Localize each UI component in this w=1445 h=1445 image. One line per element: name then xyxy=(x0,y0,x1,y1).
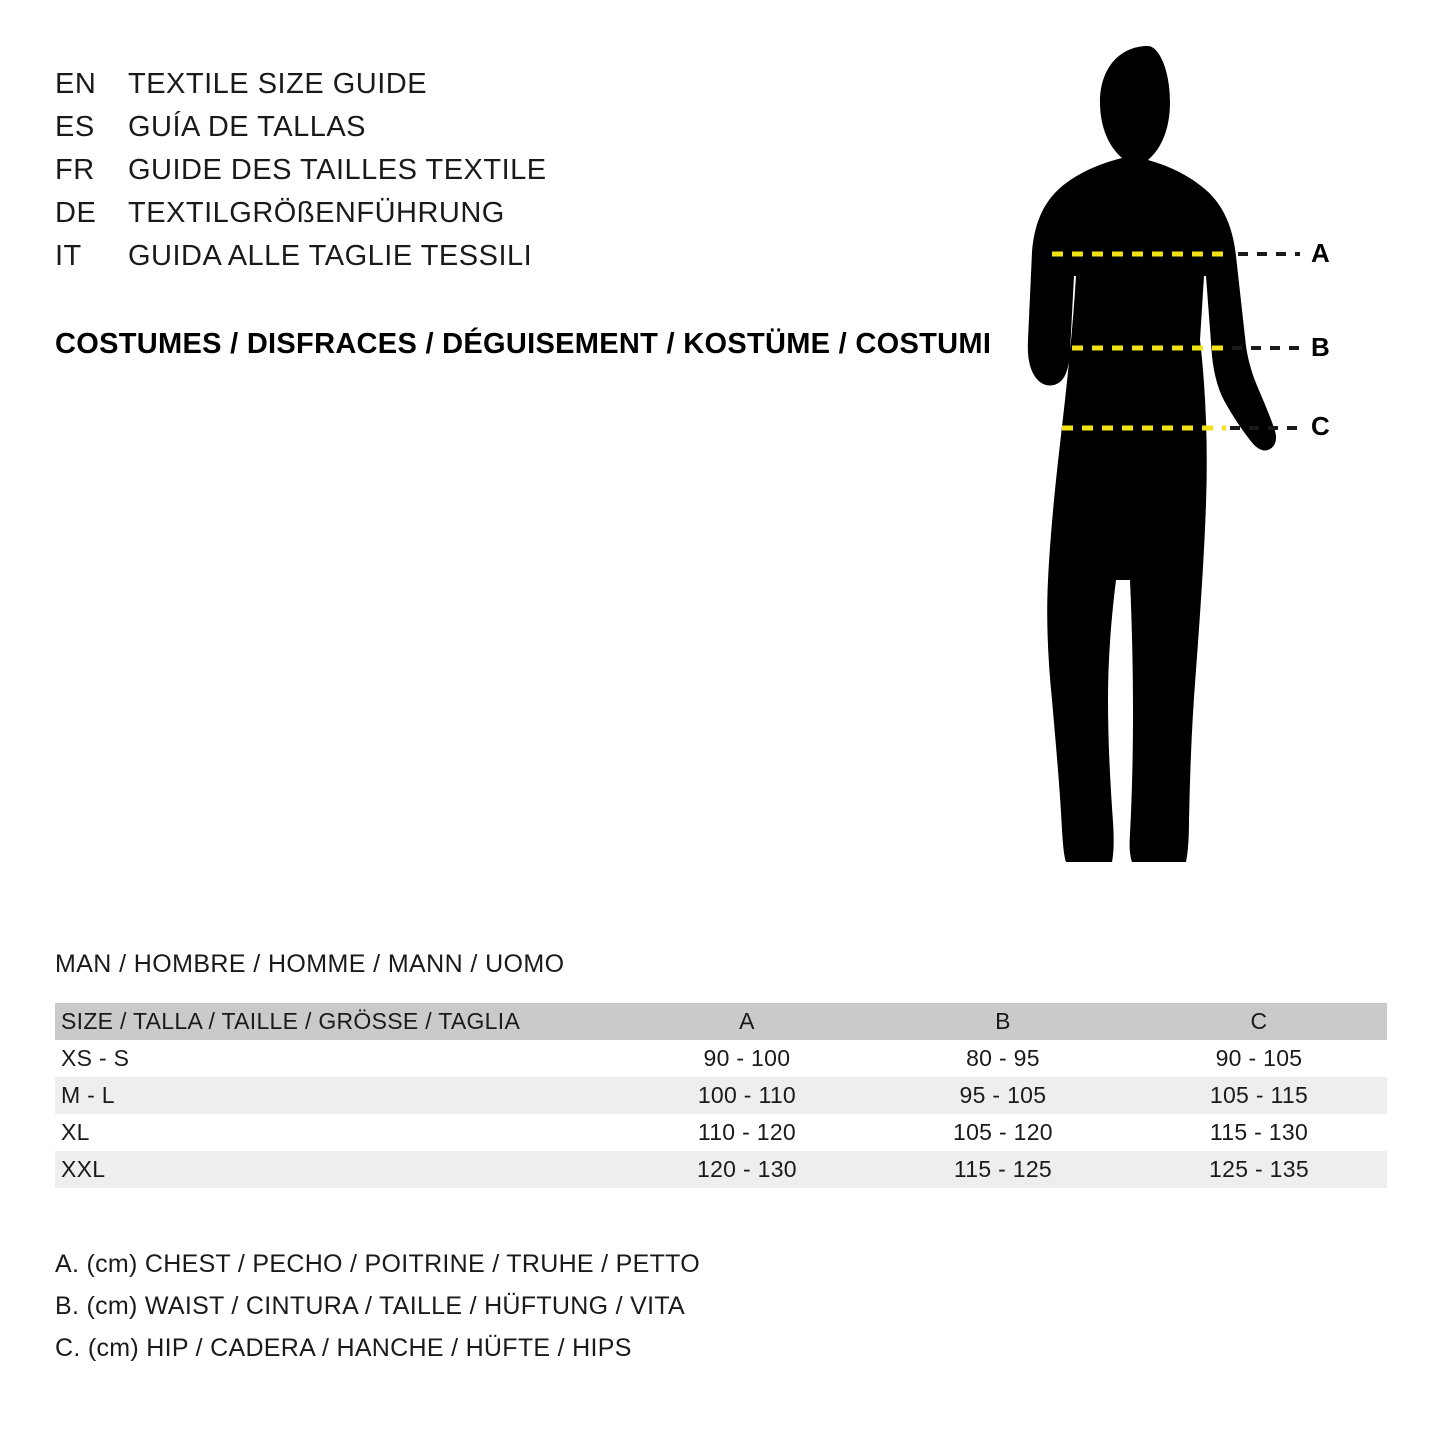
column-header-a: A xyxy=(739,1008,755,1034)
measure-legend xyxy=(55,1250,1055,1376)
language-row xyxy=(55,240,1015,283)
cell-c: 105 - 115 xyxy=(1209,1082,1309,1108)
language-code: DE xyxy=(55,197,97,229)
legend-item-a: A. (cm) CHEST / PECHO / POITRINE / TRUHE / PETTO xyxy=(55,1250,701,1278)
body-silhouette-figure xyxy=(980,40,1380,890)
legend-item-b: B. (cm) WAIST / CINTURA / TAILLE / HÜFTUNG / VITA xyxy=(55,1292,686,1320)
language-code: FR xyxy=(55,154,95,186)
table-row xyxy=(55,1114,1387,1151)
measure-label-b: B xyxy=(1311,332,1330,362)
table-header xyxy=(55,1003,1387,1040)
language-title: GUÍA DE TALLAS xyxy=(128,111,367,143)
column-header-size: SIZE / TALLA / TAILLE / GRÖSSE / TAGLIA xyxy=(61,1008,521,1034)
column-header-b: B xyxy=(995,1008,1011,1034)
table-group-title: MAN / HOMBRE / HOMME / MANN / UOMO xyxy=(55,950,565,978)
language-header-block xyxy=(55,68,1015,283)
column-header-c: C xyxy=(1250,1008,1268,1034)
cell-a: 120 - 130 xyxy=(696,1156,797,1182)
table-row xyxy=(55,1040,1387,1077)
cell-size: M - L xyxy=(61,1082,115,1108)
language-code: ES xyxy=(55,111,95,143)
language-title: TEXTILE SIZE GUIDE xyxy=(128,68,428,100)
cell-b: 115 - 125 xyxy=(953,1156,1053,1182)
cell-b: 95 - 105 xyxy=(959,1082,1047,1108)
language-title: GUIDA ALLE TAGLIE TESSILI xyxy=(128,240,533,272)
silhouette-shape xyxy=(1028,46,1276,862)
cell-size: XXL xyxy=(61,1156,106,1182)
language-row xyxy=(55,154,1015,197)
language-row xyxy=(55,68,1015,111)
table-header-row xyxy=(55,1003,1387,1040)
language-code: EN xyxy=(55,68,97,100)
cell-c: 115 - 130 xyxy=(1209,1119,1309,1145)
costumes-subtitle: COSTUMES / DISFRACES / DÉGUISEMENT / KOSTÜME / COSTUMI xyxy=(55,328,992,360)
legend-item-c: C. (cm) HIP / CADERA / HANCHE / HÜFTE / HIPS xyxy=(55,1334,632,1362)
cell-a: 90 - 100 xyxy=(703,1045,791,1071)
language-row xyxy=(55,197,1015,240)
table-body xyxy=(55,1040,1387,1188)
measure-label-c: C xyxy=(1311,411,1330,441)
size-table xyxy=(55,1003,1387,1188)
cell-size: XL xyxy=(61,1119,90,1145)
measure-label-a: A xyxy=(1311,238,1330,268)
cell-b: 105 - 120 xyxy=(953,1119,1053,1145)
language-title: TEXTILGRÖßENFÜHRUNG xyxy=(128,197,505,229)
cell-c: 125 - 135 xyxy=(1209,1156,1309,1182)
language-code: IT xyxy=(55,240,82,272)
language-row xyxy=(55,111,1015,154)
cell-b: 80 - 95 xyxy=(966,1045,1040,1071)
table-row xyxy=(55,1151,1387,1188)
cell-a: 100 - 110 xyxy=(697,1082,797,1108)
table-row xyxy=(55,1077,1387,1114)
language-title: GUIDE DES TAILLES TEXTILE xyxy=(128,154,547,186)
cell-size: XS - S xyxy=(61,1045,130,1071)
cell-a: 110 - 120 xyxy=(697,1119,797,1145)
cell-c: 90 - 105 xyxy=(1215,1045,1303,1071)
